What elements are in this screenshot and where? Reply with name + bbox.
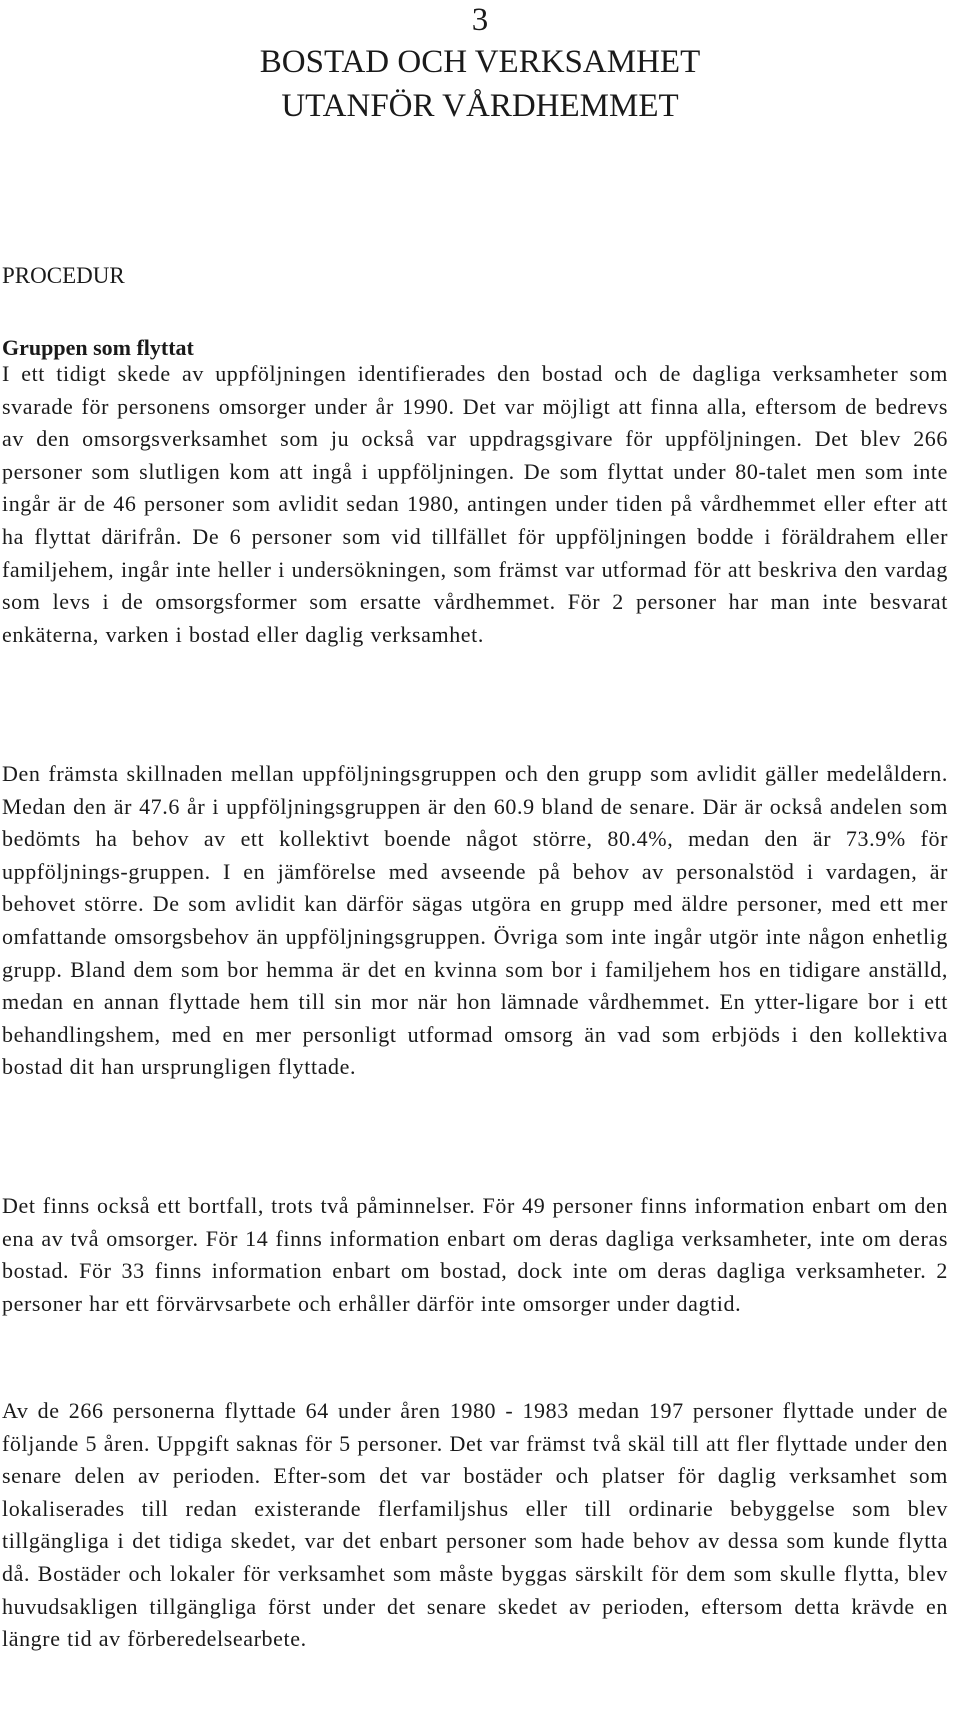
subsection-heading: Gruppen som flyttat <box>2 335 194 360</box>
body-paragraph-4: Av de 266 personerna flyttade 64 under åren 1980 - 1983 medan 197 personer flyttade under de följande 5 åren. Uppgift saknas för 5 personer. Det var främst två skäl till att fler flyttade under den senare delen av perioden. Efter-som det var bostäder och platser för daglig verksamhet som lokaliserades till redan existerande flerfamiljshus eller till ordinarie bebyggelse som blev tillgängliga i det tidiga skedet, var det enbart personer som hade behov av dessa som kunde flytta då. Bostäder och lokaler för verksamhet som måste byggas särskilt för dem som skulle flytta, blev huvudsakligen tillgängliga först under det senare skedet av perioden, eftersom detta krävde en längre tid av förberedelsearbete. <box>2 1398 948 1652</box>
chapter-title-line-1: BOSTAD OCH VERKSAMHET <box>259 44 701 80</box>
body-paragraph-3: Det finns också ett bortfall, trots två påminnelser. För 49 personer finns information enbart om den ena av två omsorger. För 14 finns information enbart om deras dagliga verksamheter, inte om deras bostad. För 33 finns information enbart om bostad, dock inte om deras dagliga verksamheter. 2 personer har ett förvärvsarbete och erhåller därför inte omsorger under dagtid. <box>2 1193 948 1316</box>
body-paragraph-2: Den främsta skillnaden mellan uppföljningsgruppen och den grupp som avlidit gäller medelåldern. Medan den är 47.6 år i uppföljningsgruppen är den 60.9 bland de senare. Där är också andelen som bedömts ha behov av ett kollektivt boende något större, 80.4%, medan den är 73.9% för uppföljnings-gruppen. I en jämförelse med avseende på behov av personalstöd i vardagen, är behovet större. De som avlidit kan därför sägas utgöra en grupp med äldre personer, med ett mer omfattande omsorgsbehov än uppföljningsgruppen. Övriga som inte ingår utgör inte någon enhetlig grupp. Bland dem som bor hemma är det en kvinna som bor i familjehem hos en tidigare anställd, medan en annan flyttade hem till sin mor när hon lämnade vårdhemmet. En ytter-ligare bor i ett behandlingshem, med en mer personligt utformad omsorg än vad som erbjöds i den kollektiva bostad dit han ursprungligen flyttade. <box>2 761 948 1080</box>
section-heading: PROCEDUR <box>2 263 125 288</box>
chapter-number: 3 <box>471 2 489 38</box>
body-paragraph-1: I ett tidigt skede av uppföljningen identifierades den bostad och de dagliga verksamheter som svarade för personens omsorger under år 1990. Det var möjligt att finna alla, eftersom de bedrevs av den omsorgsverksamhet som ju också var uppdragsgivare för uppföljningen. Det blev 266 personer som slutligen kom att ingå i uppföljningen. De som flyttat under 80-talet men som inte ingår är de 46 personer som avlidit sedan 1980, antingen under tiden på vårdhemmet eller efter att ha flyttat därifrån. De 6 personer som vid tillfället för uppföljningen bodde i föräldrahem eller familjehem, ingår inte heller i undersökningen, som främst var utformad för att beskriva den vardag som levs i de omsorgsformer som ersatte vårdhemmet. För 2 personer har man inte besvarat enkäterna, varken i bostad eller daglig verksamhet. <box>2 361 948 647</box>
chapter-title <box>0 40 960 128</box>
chapter-title-line-2: UTANFÖR VÅRDHEMMET <box>281 88 679 124</box>
